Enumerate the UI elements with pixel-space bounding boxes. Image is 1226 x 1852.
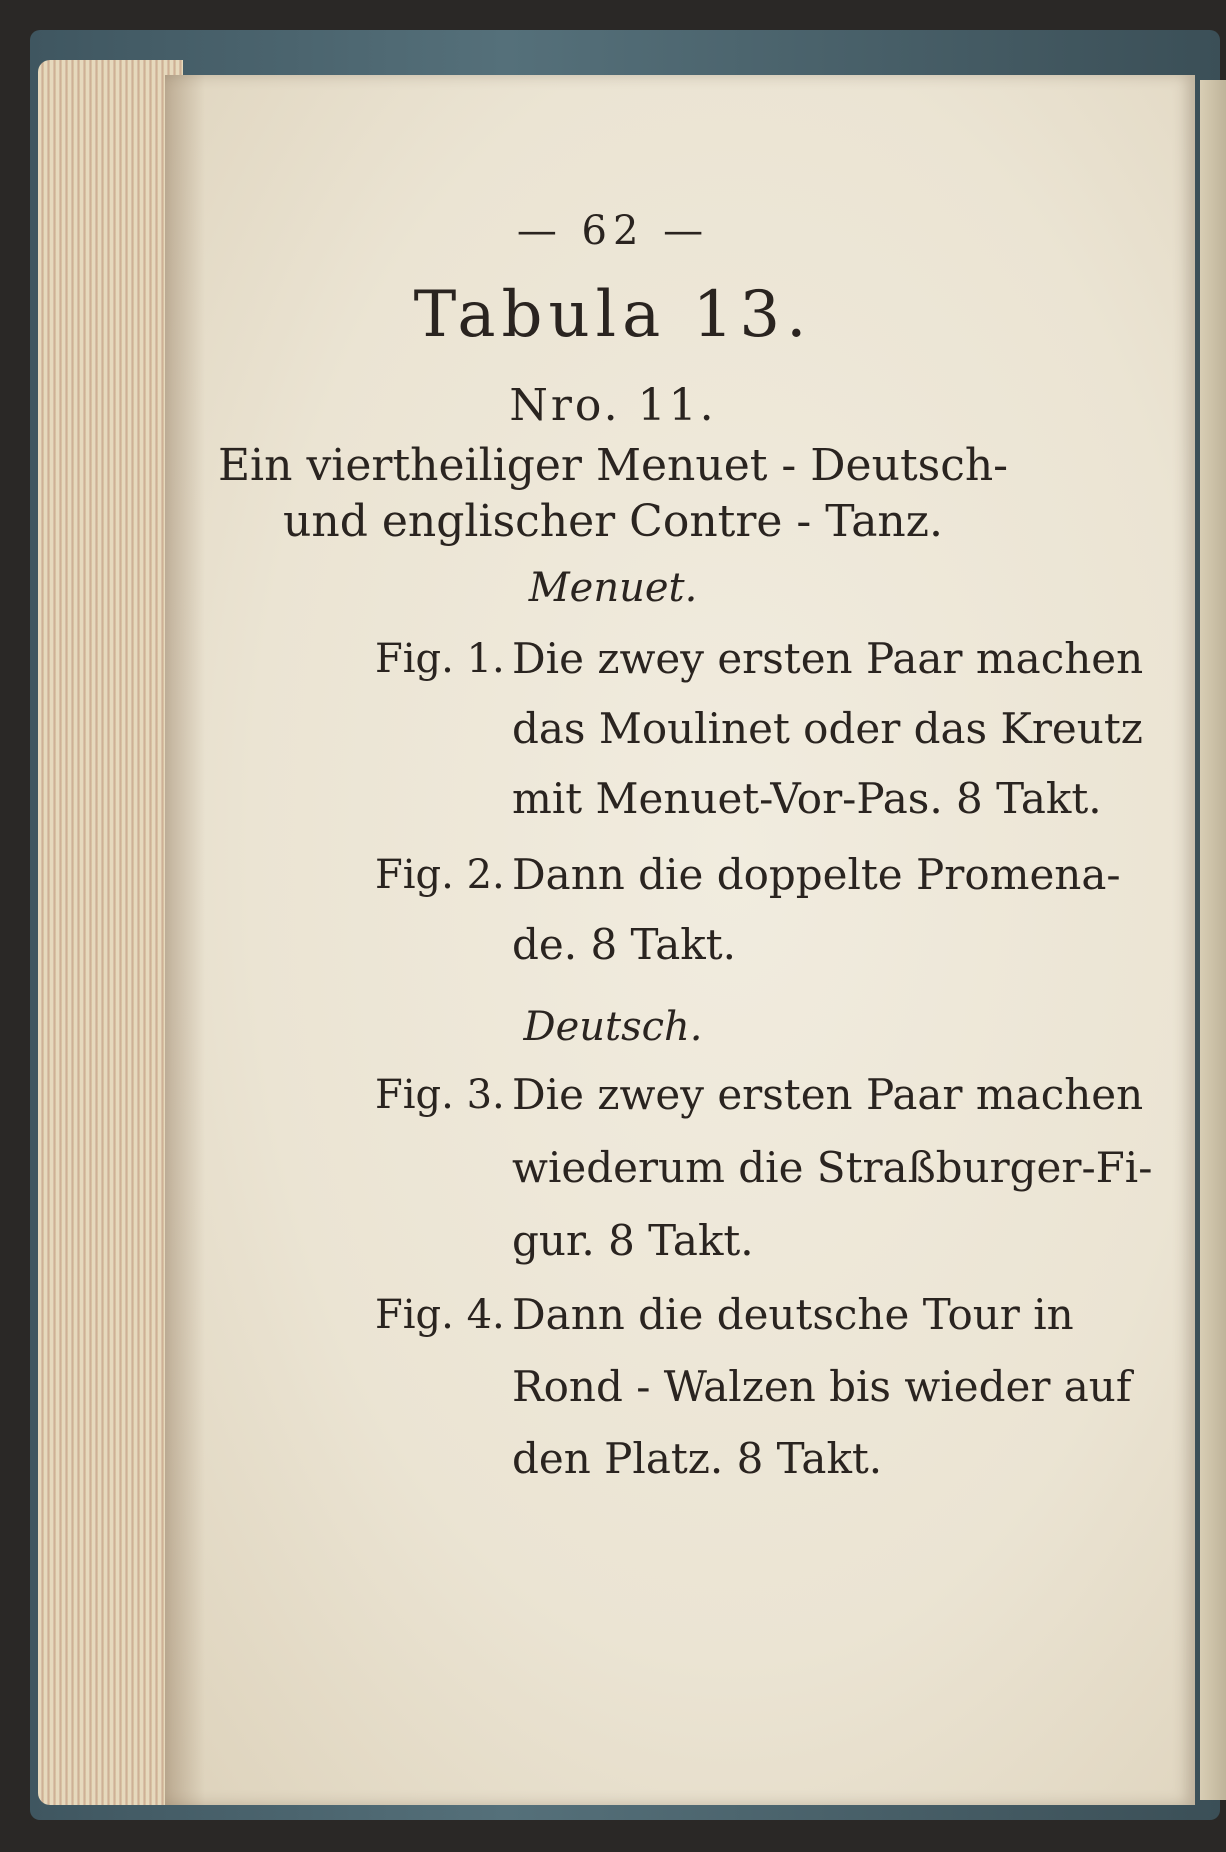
figure-text-line: Die zwey ersten Paar machen (512, 634, 1144, 683)
figure-label: Fig. 1. (375, 636, 505, 682)
dance-number: Nro. 11. (509, 380, 717, 431)
figure-text-line: Dann die deutsche Tour in (512, 1290, 1074, 1339)
page-number: — 62 — (516, 208, 710, 254)
section-heading-deutsch: Deutsch. (523, 1004, 703, 1050)
figure-text-line: Rond - Walzen bis wieder auf (512, 1362, 1132, 1411)
figure-text-line: den Platz. 8 Takt. (512, 1434, 883, 1483)
figure-label: Fig. 2. (375, 852, 505, 898)
figure-text-line: mit Menuet-Vor-Pas. 8 Takt. (512, 774, 1102, 823)
section-heading-menuet: Menuet. (528, 565, 698, 611)
page-heading: Tabula 13. (413, 278, 813, 352)
dance-title-line-2: und englischer Contre - Tanz. (283, 496, 943, 547)
figure-label: Fig. 3. (375, 1072, 505, 1118)
figure-text-line: Die zwey ersten Paar machen (512, 1070, 1144, 1119)
dance-title-line-1: Ein viertheiliger Menuet - Deutsch- (217, 440, 1009, 491)
figure-text-line: de. 8 Takt. (512, 920, 736, 969)
figure-text-line: wiederum die Straßburger-Fi- (512, 1143, 1153, 1192)
figure-text-line: Dann die doppelte Promena- (512, 850, 1121, 899)
figure-label: Fig. 4. (375, 1292, 505, 1338)
figure-text-line: das Moulinet oder das Kreutz (512, 704, 1143, 753)
figure-text-line: gur. 8 Takt. (512, 1216, 754, 1265)
